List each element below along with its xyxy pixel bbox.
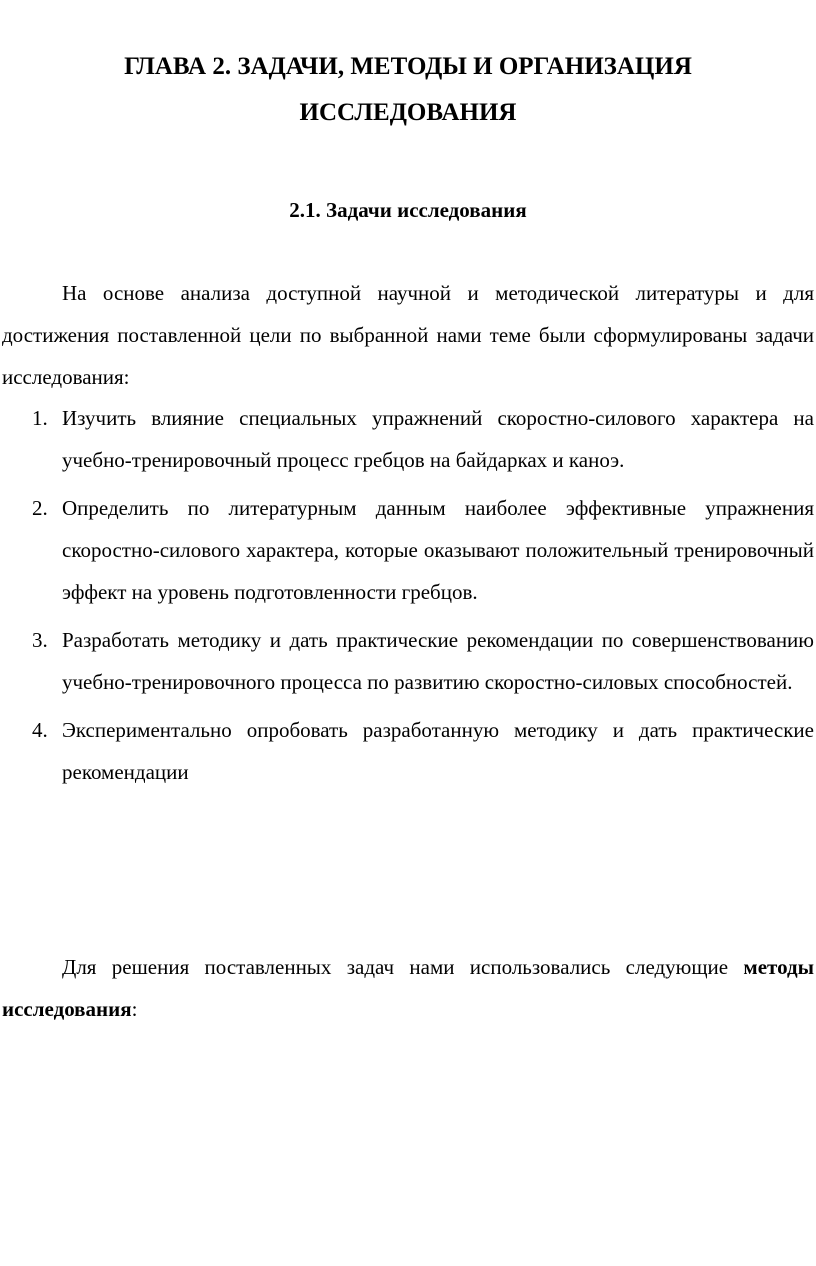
task-number: 4. (32, 718, 48, 742)
tasks-list (0, 397, 816, 799)
task-number: 1. (32, 406, 48, 430)
task-item-1 (0, 397, 816, 481)
task-item-3 (0, 619, 816, 703)
task-text: Экспериментально опробовать разработанную методику и дать практические рекомендации (62, 718, 814, 784)
chapter-title-line-1: ГЛАВА 2. ЗАДАЧИ, МЕТОДЫ И ОРГАНИЗАЦИЯ (124, 53, 692, 80)
methods-term: методы исследования (2, 955, 814, 1021)
methods-paragraph (2, 946, 814, 1030)
task-text: Определить по литературным данным наиболее эффективные упражнения скоростно-силового характера, которые оказывают положительный тренировочный эффект на уровень подготовленности гребцов. (62, 496, 814, 604)
task-item-2 (0, 487, 816, 613)
methods-paragraph-text: Для решения поставленных задач нами использовались следующие (62, 955, 744, 979)
task-text: Разработать методику и дать практические рекомендации по совершенствованию учебно-тренировочного процесса по развитию скоростно-силовых способностей. (62, 628, 814, 694)
task-item-4 (0, 709, 816, 793)
section-title: 2.1. Задачи исследования (289, 198, 527, 222)
task-number: 3. (32, 628, 48, 652)
intro-paragraph: На основе анализа доступной научной и методической литературы и для достижения поставленной цели по выбранной нами теме были сформулированы задачи исследования: (2, 281, 814, 389)
task-text: Изучить влияние специальных упражнений скоростно-силового характера на учебно-тренировочный процесс гребцов на байдарках и каноэ. (62, 406, 814, 472)
methods-paragraph-colon: : (131, 997, 138, 1021)
task-number: 2. (32, 496, 48, 520)
chapter-title (0, 44, 816, 136)
chapter-title-line-2: ИССЛЕДОВАНИЯ (299, 99, 517, 126)
